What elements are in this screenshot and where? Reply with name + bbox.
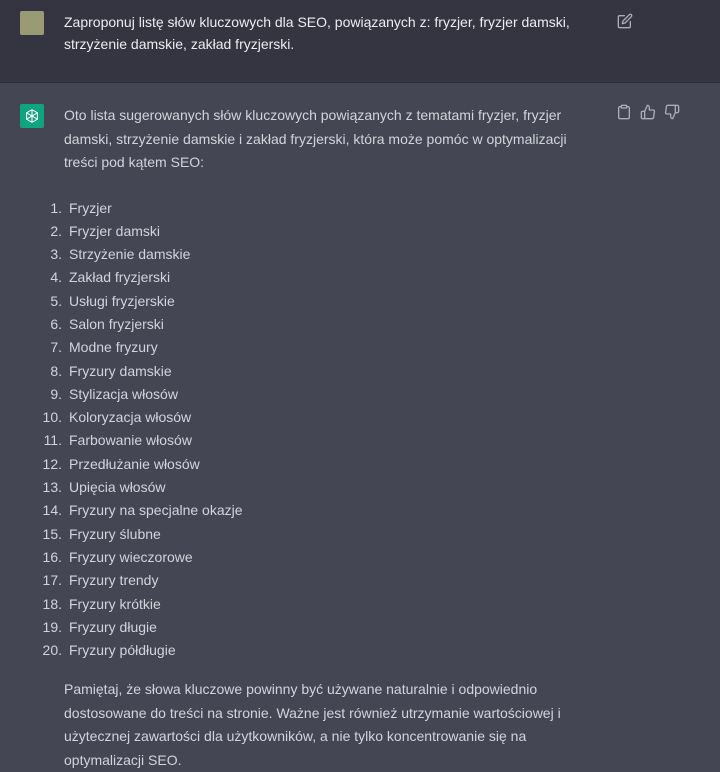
keyword-item bbox=[42, 546, 599, 569]
keyword-text: Fryzury wieczorowe bbox=[69, 548, 193, 565]
assistant-message-row bbox=[0, 83, 720, 768]
clipboard-icon[interactable] bbox=[616, 104, 632, 120]
openai-logo-icon bbox=[20, 104, 44, 128]
assistant-intro: Oto lista sugerowanych słów kluczowych powiązanych z tematami fryzjer, fryzjer damski, strzyżenie damskie i zakład fryzjerski, która może pomóc w optymalizacji treści pod kątem SEO: bbox=[64, 107, 567, 170]
keyword-text: Fryzury długie bbox=[69, 618, 157, 635]
keyword-text: Upięcia włosów bbox=[69, 479, 166, 496]
keyword-item bbox=[42, 406, 599, 429]
keyword-item bbox=[50, 313, 599, 336]
keyword-number: 12. bbox=[42, 455, 62, 472]
keyword-item bbox=[42, 593, 599, 616]
keyword-text: Fryzury ślubne bbox=[69, 525, 161, 542]
keyword-number: 19. bbox=[42, 618, 62, 635]
keyword-item bbox=[42, 523, 599, 546]
keyword-number: 20. bbox=[42, 642, 62, 659]
keyword-number: 6. bbox=[50, 315, 62, 332]
keyword-item bbox=[50, 197, 599, 220]
keyword-item bbox=[42, 476, 599, 499]
keyword-number: 17. bbox=[42, 572, 62, 589]
keyword-item bbox=[50, 243, 599, 266]
keyword-item bbox=[50, 266, 599, 289]
keyword-item bbox=[42, 569, 599, 592]
keyword-text: Modne fryzury bbox=[69, 339, 158, 356]
keyword-number: 2. bbox=[50, 222, 62, 239]
keyword-text: Zakład fryzjerski bbox=[69, 269, 171, 286]
keyword-text: Fryzury krótkie bbox=[69, 595, 161, 612]
keyword-text: Strzyżenie damskie bbox=[69, 246, 191, 263]
user-avatar bbox=[20, 11, 44, 35]
keyword-number: 5. bbox=[50, 292, 62, 309]
message-actions bbox=[616, 104, 680, 120]
keyword-number: 8. bbox=[50, 362, 62, 379]
keyword-number: 18. bbox=[42, 595, 62, 612]
keyword-number: 16. bbox=[42, 548, 62, 565]
keyword-number: 9. bbox=[50, 385, 62, 402]
edit-icon[interactable] bbox=[617, 13, 633, 29]
keyword-text: Fryzury na specjalne okazje bbox=[69, 502, 243, 519]
keyword-text: Farbowanie włosów bbox=[69, 432, 192, 449]
keyword-item bbox=[50, 383, 599, 406]
keyword-number: 7. bbox=[50, 339, 62, 356]
keyword-number: 15. bbox=[42, 525, 62, 542]
keyword-text: Fryzjer damski bbox=[69, 222, 161, 239]
keyword-item bbox=[50, 336, 599, 359]
keyword-text: Przedłużanie włosów bbox=[69, 455, 200, 472]
user-message-row bbox=[0, 0, 720, 83]
keyword-list bbox=[42, 197, 599, 663]
keyword-number: 4. bbox=[50, 269, 62, 286]
keyword-number: 14. bbox=[42, 502, 62, 519]
thumbs-up-icon[interactable] bbox=[640, 104, 656, 120]
keyword-text: Fryzjer bbox=[69, 199, 112, 216]
keyword-item bbox=[50, 360, 599, 383]
keyword-text: Stylizacja włosów bbox=[69, 385, 178, 402]
keyword-text: Salon fryzjerski bbox=[69, 315, 164, 332]
keyword-number: 3. bbox=[50, 246, 62, 263]
keyword-number: 13. bbox=[42, 479, 62, 496]
keyword-item bbox=[50, 290, 599, 313]
keyword-item bbox=[42, 453, 599, 476]
keyword-item bbox=[42, 639, 599, 662]
keyword-text: Koloryzacja włosów bbox=[69, 409, 192, 426]
keyword-number: 1. bbox=[50, 199, 62, 216]
keyword-item bbox=[43, 429, 599, 452]
keyword-item bbox=[42, 499, 599, 522]
assistant-message-content bbox=[42, 104, 599, 772]
keyword-text: Fryzury półdługie bbox=[69, 642, 176, 659]
assistant-outro: Pamiętaj, że słowa kluczowe powinny być używane naturalnie i odpowiednio dostosowane do treści na stronie. Ważne jest również utrzymanie wartościowej i użytecznej zawartości dla użytkowników, a nie tylko koncentrowanie się na optymalizacji SEO. bbox=[64, 681, 561, 768]
thumbs-down-icon[interactable] bbox=[664, 104, 680, 120]
user-message-text: Zaproponuj listę słów kluczowych dla SEO, powiązanych z: fryzjer, fryzjer damski, strzyżenie damskie, zakład fryzjerski. bbox=[64, 14, 570, 52]
keyword-text: Usługi fryzjerskie bbox=[69, 292, 175, 309]
keyword-text: Fryzury damskie bbox=[69, 362, 172, 379]
keyword-item bbox=[50, 220, 599, 243]
keyword-number: 10. bbox=[42, 409, 62, 426]
keyword-number: 11. bbox=[43, 432, 62, 449]
keyword-item bbox=[42, 616, 599, 639]
keyword-text: Fryzury trendy bbox=[69, 572, 159, 589]
